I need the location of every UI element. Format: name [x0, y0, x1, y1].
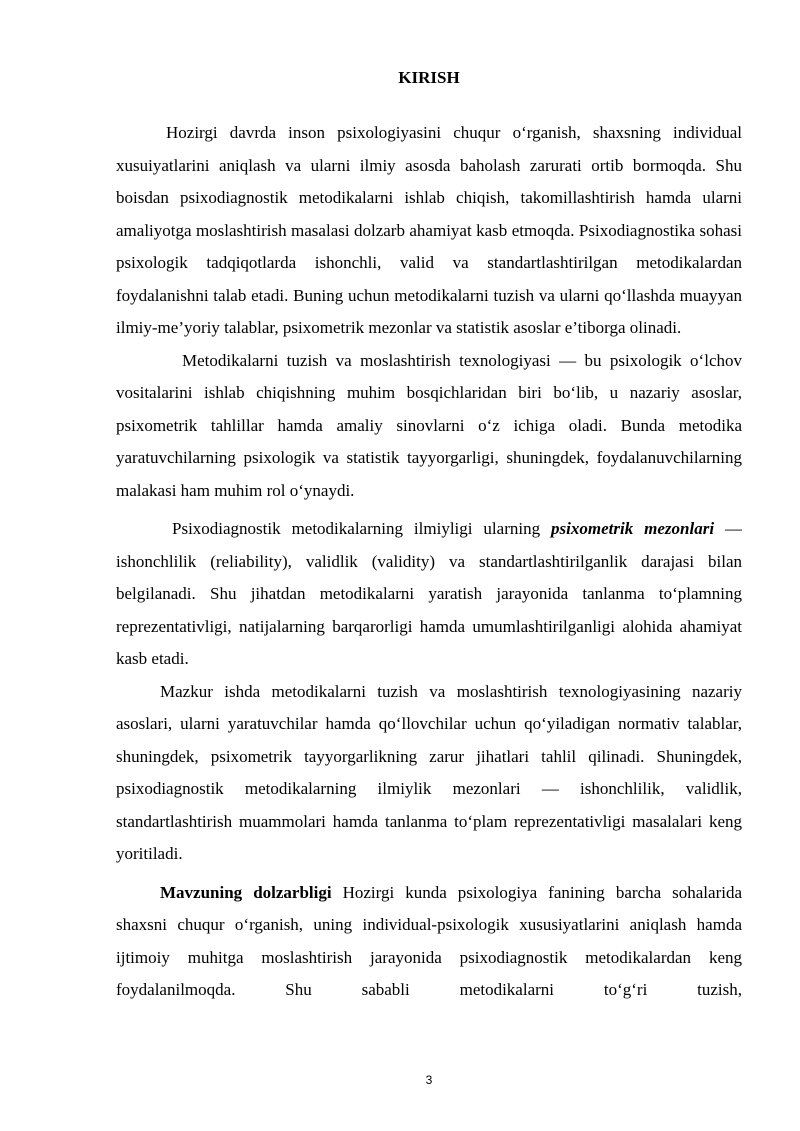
paragraph-psychometric-criteria — [116, 513, 742, 676]
paragraph-methodology-technology: Metodikalarni tuzish va moslashtirish texnologiyasi — bu psixologik o‘lchov vositalarini ishlab chiqishning muhim bosqichlaridan biri bo‘lib, u nazariy asoslar, psixometrik tahlillar hamda amaliy sinovlarni o‘z ichiga oladi. Bunda metodika yaratuvchilarning psixologik va statistik tayyorgarligi, shuningdek, foydalanuvchilarning malakasi ham muhim rol o‘ynaydi. — [116, 350, 742, 500]
paragraph-text: — ishonchlilik (reliability), validlik (validity) va standartlashtirilganlik darajasi bilan belgilanadi. Shu jihatdan metodikalarni yaratish jarayonida tanlanma to‘plamning reprezentativligi, natijalarning barqarorligi hamda umumlashtirilganligi alohida ahamiyat kasb etadi. — [116, 519, 742, 668]
paragraph-work-scope: Mazkur ishda metodikalarni tuzish va moslashtirish texnologiyasining nazariy asoslari, ularni yaratuvchilar hamda qo‘llovchilar uchun qo‘yiladigan normativ talablar, shuningdek, psixometrik tayyorgarlikning zarur jihatlari tahlil qilinadi. Shuningdek, psixodiagnostik metodikalarning ilmiylik mezonlari — ishonchlilik, validlik, standartlashtirish muammolari hamda tanlanma to‘plam reprezentativligi masalalari keng yoritiladi. — [116, 681, 742, 863]
section-title: KIRISH — [398, 68, 460, 87]
page-number: 3 — [425, 1073, 433, 1087]
paragraph-text: Hozirgi kunda psixologiya fanining barcha sohalarida shaxsni chuqur o‘rganish, uning individual-psixologik xususiyatlarini aniqlash hamda ijtimoiy muhitga moslashtirish jarayonida psixodiagnostik metodikalardan keng foydalanilmoqda. Shu sababli metodikalarni to‘g‘ri tuzish, — [116, 882, 742, 999]
emphasis-psychometric-criteria: psixometrik mezonlari — [551, 519, 715, 538]
relevance-heading: Mavzuning dolzarbligi — [160, 882, 332, 902]
paragraph-relevance — [116, 877, 742, 1007]
paragraph-text: Psixodiagnostik metodikalarning ilmiyligi ularning — [172, 519, 552, 538]
body-text — [116, 117, 742, 1007]
paragraph-introduction: Hozirgi davrda inson psixologiyasini chuqur o‘rganish, shaxsning individual xusuiyatlarini aniqlash va ularni ilmiy asosda baholash zarurati ortib bormoqda. Shu boisdan psixodiagnostik metodikalarni ishlab chiqish, takomillashtirish hamda ularni amaliyotga moslashtirish masalasi dolzarb ahamiyat kasb etmoqda. Psixodiagnostika sohasi psixologik tadqiqotlarda ishonchli, valid va standartlashtirilgan metodikalardan foydalanishni talab etadi. Buning uchun metodikalarni tuzish va ularni qo‘llashda muayyan ilmiy-me’yoriy talablar, psixometrik mezonlar va statistik asoslar e’tiborga olinadi. — [116, 123, 742, 337]
